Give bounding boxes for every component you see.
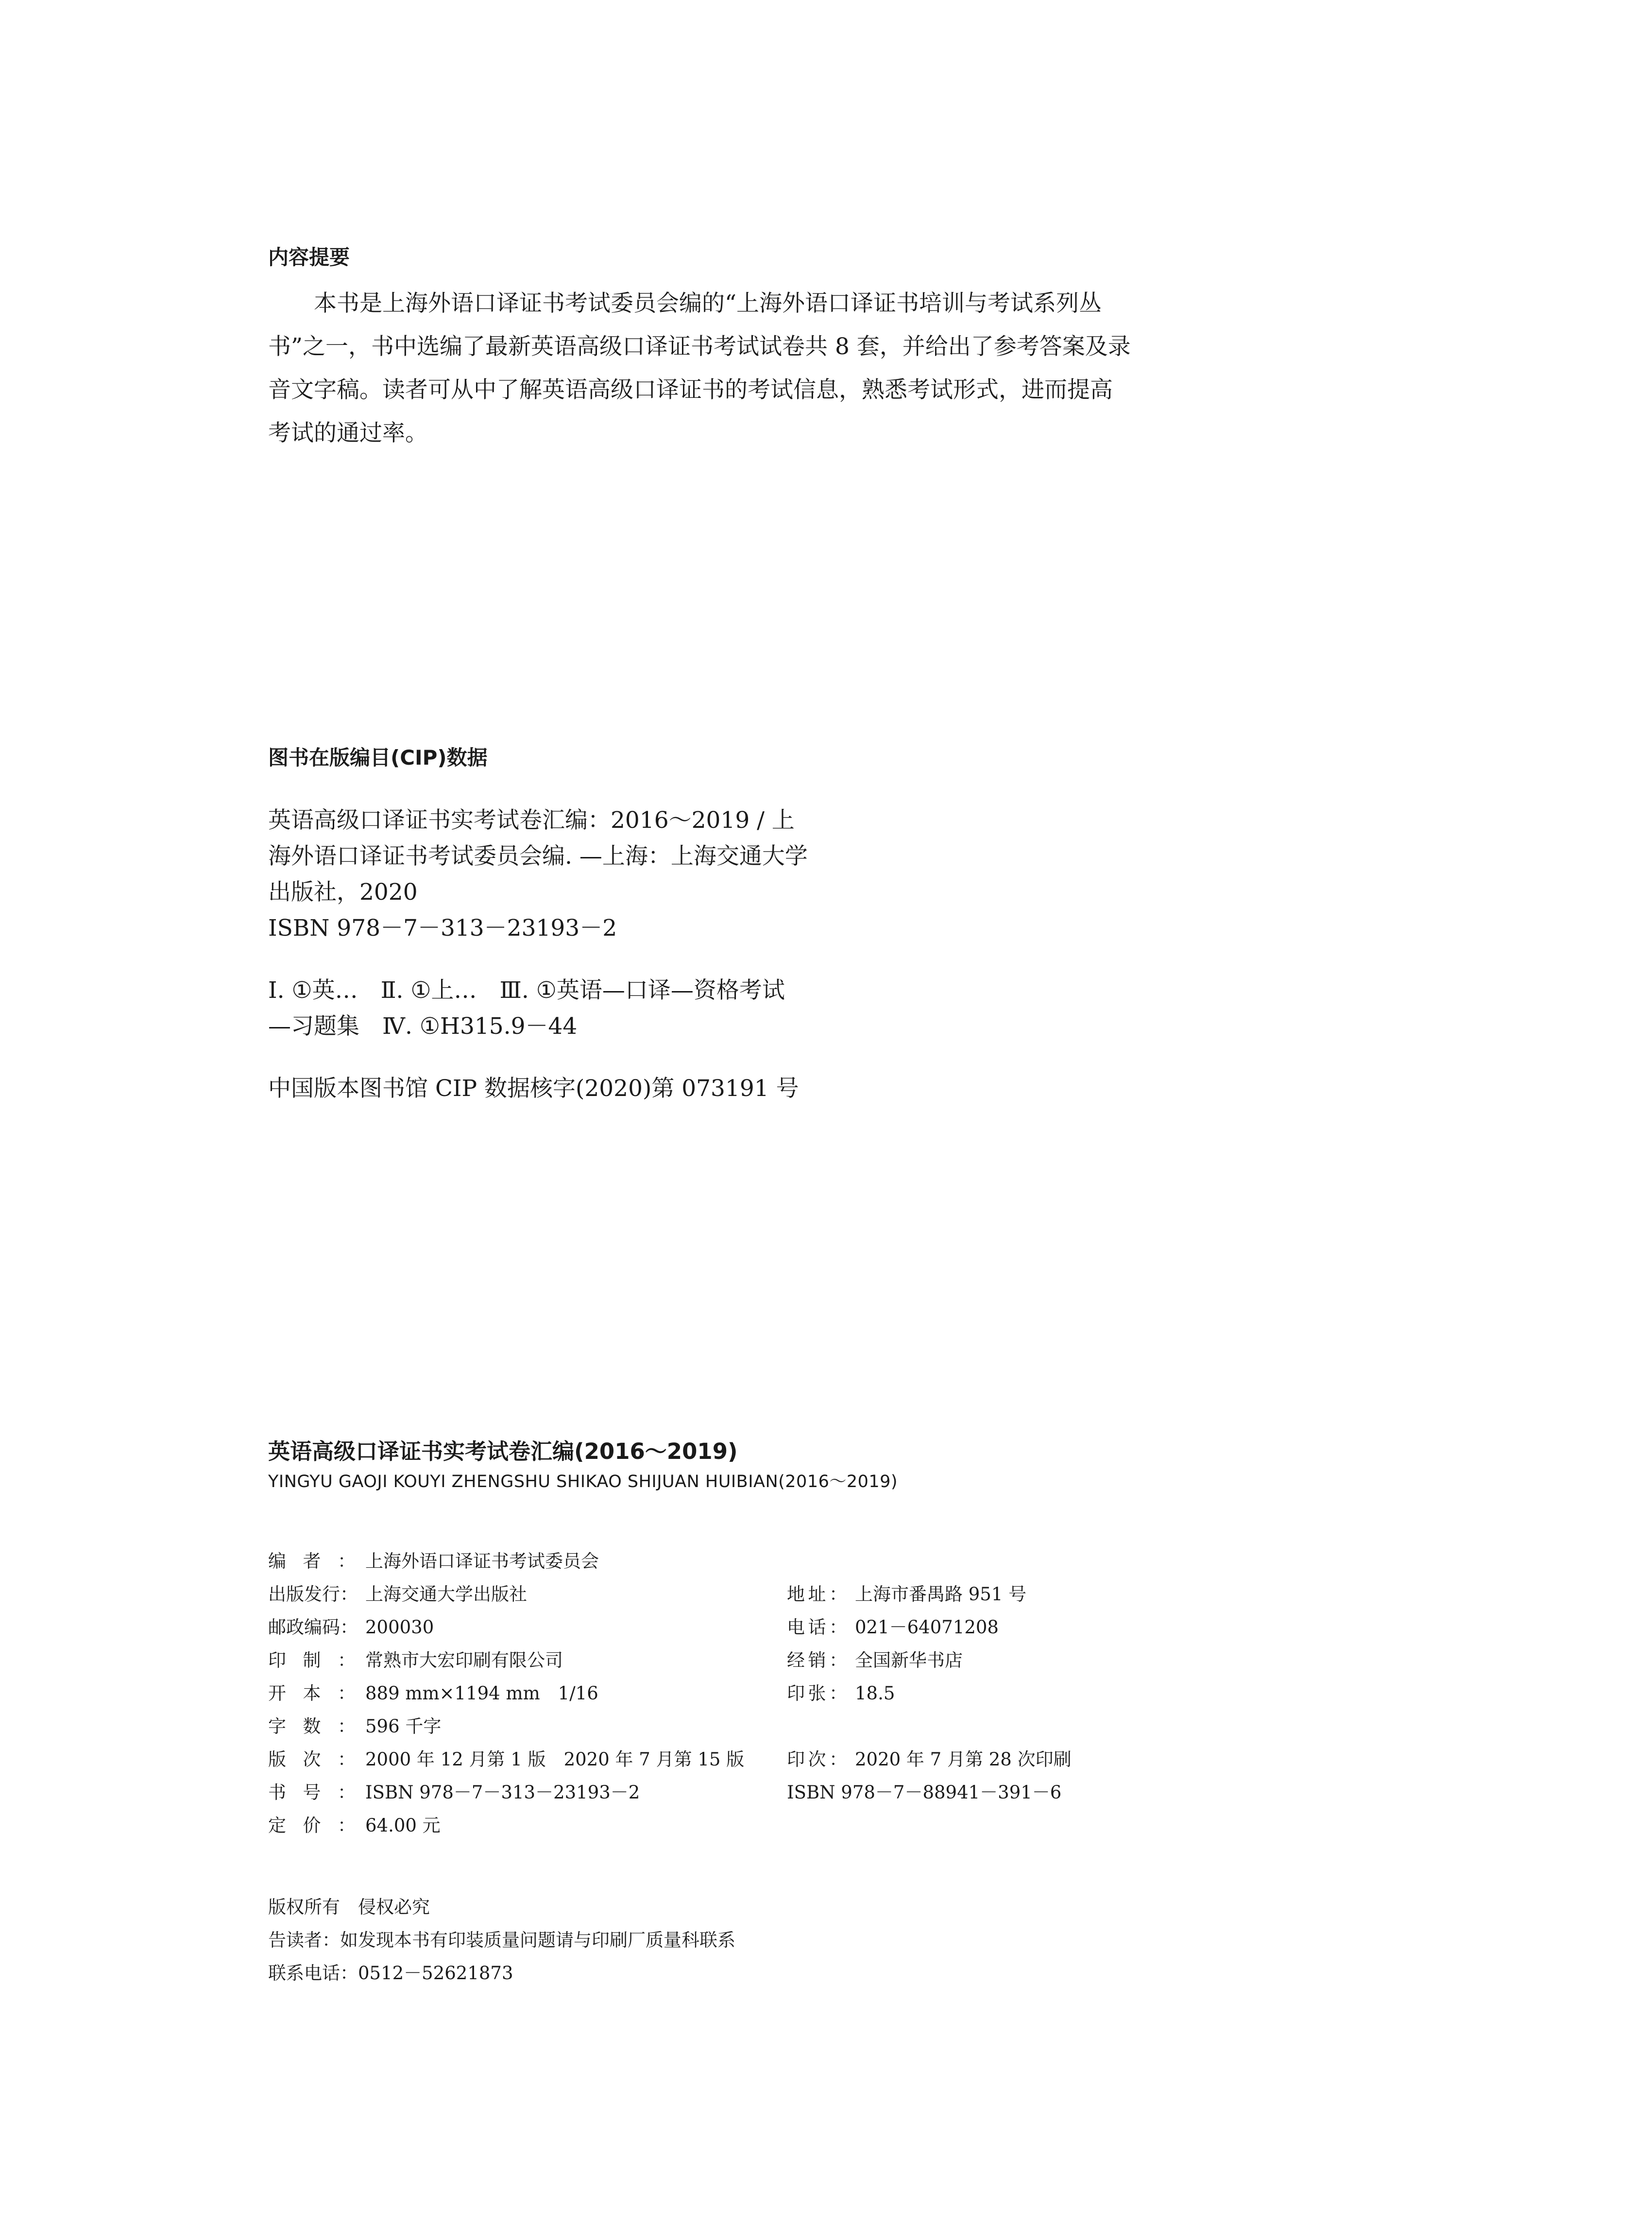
info-value: 上海外语口译证书考试委员会 — [365, 1551, 599, 1572]
summary-line: 音文字稿。读者可从中了解英语高级口译证书的考试信息，熟悉考试形式，进而提高 — [268, 377, 1113, 403]
cip-isbn: ISBN 978－7－313－23193－2 — [268, 915, 617, 942]
info-value-2: 全国新华书店 — [855, 1650, 963, 1671]
info-label: 邮政编码 ： — [268, 1617, 358, 1638]
info-label: 编 者 ： — [268, 1551, 356, 1572]
reader-notice: 告读者：如发现本书有印装质量问题请与印刷厂质量科联系 — [268, 1930, 735, 1951]
info-label: 定 价 ： — [268, 1815, 356, 1836]
summary-line: 书”之一，书中选编了最新英语高级口译证书考试试卷共 8 套，并给出了参考答案及录 — [268, 333, 1131, 360]
info-label: 印 制 ： — [268, 1650, 356, 1671]
info-value: 64.00 元 — [365, 1815, 441, 1836]
info-row-postcode — [268, 1611, 1434, 1644]
info-row-editor — [268, 1545, 1434, 1578]
info-value-2: 上海市番禺路 951 号 — [855, 1584, 1027, 1605]
info-label-2: 印 次 ： — [787, 1749, 847, 1770]
summary-line: 考试的通过率。 — [268, 420, 428, 446]
summary-heading: 内容提要 — [268, 245, 350, 269]
info-label-2: 地 址 ： — [787, 1584, 847, 1605]
cip-number: 中国版本图书馆 CIP 数据核字(2020)第 073191 号 — [268, 1075, 799, 1102]
cip-line: 海外语口译证书考试委员会编. —上海：上海交通大学 — [268, 843, 808, 870]
info-label-2: 经 销 ： — [787, 1650, 847, 1671]
info-label: 出版发行 ： — [268, 1584, 358, 1605]
summary-paragraph — [268, 282, 1157, 455]
info-value: 2000 年 12 月第 1 版 2020 年 7 月第 15 版 — [365, 1749, 745, 1770]
book-title-block — [268, 1437, 898, 1494]
info-label: 版 次 ： — [268, 1749, 356, 1770]
copyright-line: 版权所有 侵权必究 — [268, 1897, 430, 1918]
info-label: 书 号 ： — [268, 1782, 356, 1803]
info-value: 常熟市大宏印刷有限公司 — [365, 1650, 563, 1671]
info-label-2: 电 话 ： — [787, 1617, 847, 1638]
copyright-notice — [268, 1891, 735, 1990]
cip-classification — [268, 973, 808, 1045]
book-title: 英语高级口译证书实考试卷汇编(2016～2019) — [268, 1438, 738, 1464]
info-value: 上海交通大学出版社 — [365, 1584, 527, 1605]
cip-line: 英语高级口译证书实考试卷汇编：2016～2019 / 上 — [268, 807, 795, 834]
info-value: ISBN 978－7－313－23193－2 — [365, 1782, 640, 1803]
contact-phone: 联系电话：0512－52621873 — [268, 1963, 513, 1984]
info-label-2: 印 张 ： — [787, 1683, 847, 1704]
info-value-2: 2020 年 7 月第 28 次印刷 — [855, 1749, 1072, 1770]
cip-class-line: —习题集 Ⅳ. ①H315.9－44 — [268, 1013, 578, 1040]
info-label: 开 本 ： — [268, 1683, 356, 1704]
cip-class-line: Ⅰ. ①英… Ⅱ. ①上… Ⅲ. ①英语—口译—资格考试 — [268, 977, 785, 1004]
info-row-edition — [268, 1743, 1434, 1776]
cip-section — [268, 743, 808, 1107]
summary-section — [268, 243, 1157, 455]
info-row-wordcount — [268, 1710, 1434, 1743]
info-row-publisher — [268, 1578, 1434, 1611]
cip-heading: 图书在版编目(CIP)数据 — [268, 746, 488, 770]
cip-record — [268, 803, 808, 946]
info-value: 596 千字 — [365, 1716, 442, 1737]
info-value: 889 mm×1194 mm 1/16 — [365, 1683, 598, 1704]
summary-line: 本书是上海外语口译证书考试委员会编的“上海外语口译证书培训与考试系列丛 — [314, 290, 1102, 317]
info-row-printer — [268, 1644, 1434, 1677]
info-isbn-2: ISBN 978－7－88941－391－6 — [787, 1782, 1062, 1803]
cip-line: 出版社，2020 — [268, 879, 418, 906]
info-row-format — [268, 1677, 1434, 1710]
info-label: 字 数 ： — [268, 1716, 356, 1737]
info-value: 200030 — [365, 1617, 434, 1638]
info-value-2: 18.5 — [855, 1683, 895, 1704]
info-row-price — [268, 1809, 1434, 1842]
info-row-isbn — [268, 1776, 1434, 1809]
info-value-2: 021－64071208 — [855, 1617, 999, 1638]
book-subtitle: YINGYU GAOJI KOUYI ZHENGSHU SHIKAO SHIJUAN HUIBIAN(2016～2019) — [268, 1472, 898, 1491]
